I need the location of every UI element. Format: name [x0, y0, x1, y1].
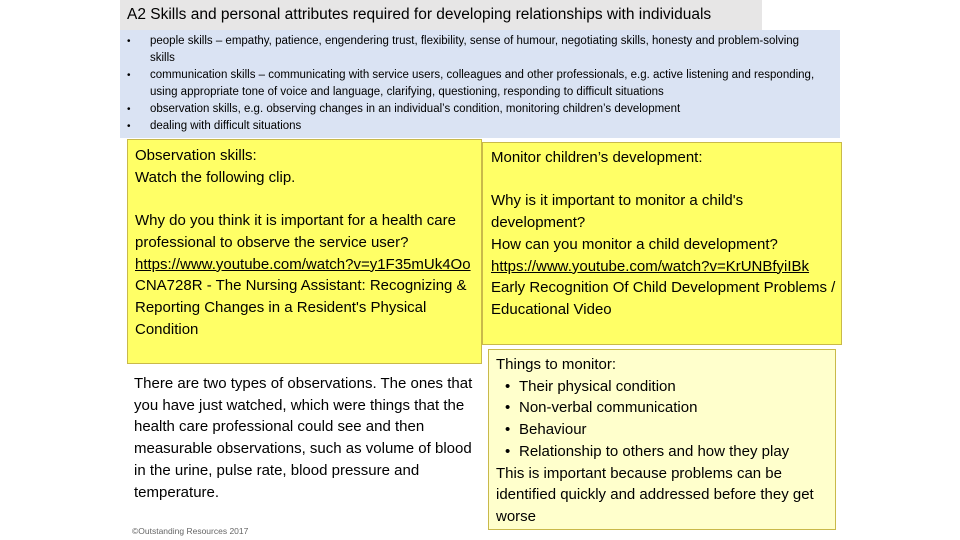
monitor-development-box [482, 142, 842, 345]
observation-clip-title: CNA728R - The Nursing Assistant: Recognizing & Reporting Changes in a Resident's Physical Condition [135, 277, 467, 338]
observation-heading: Observation skills: [135, 147, 257, 164]
things-conclusion: This is important because problems can be identified quickly and addressed before they get worse [496, 464, 814, 525]
observation-types-text: There are two types of observations. The ones that you have just watched, which were things that the health care professional could see and then measurable observations, such as volume of blood in the urine, pulse rate, blood pressure and temperature. [134, 375, 473, 501]
slide-title: A2 Skills and personal attributes required for developing relationships with individuals [127, 6, 712, 23]
things-item-relationship: • Relationship to others and how they play [496, 441, 834, 463]
things-heading: Things to monitor: [496, 356, 617, 373]
skills-list [120, 33, 820, 135]
things-item-physical: • Their physical condition [496, 376, 834, 398]
title-bar [120, 0, 762, 30]
skill-item-difficult-situations: • dealing with difficult situations [120, 118, 820, 135]
monitor-video-link[interactable]: https://www.youtube.com/watch?v=KrUNBfyiIBk [491, 257, 810, 275]
things-to-monitor-box [488, 349, 836, 530]
observation-video-link[interactable]: https://www.youtube.com/watch?v=y1F35mUk4Oo [135, 255, 471, 273]
copyright-footer: ©Outstanding Resources 2017 [132, 526, 249, 536]
monitor-heading: Monitor children’s development: [491, 149, 703, 166]
skill-item-people: • people skills – empathy, patience, engendering trust, flexibility, sense of humour, negotiating skills, honesty and problem-solving skills [120, 33, 820, 67]
monitor-question-how: How can you monitor a child development? [491, 235, 778, 253]
skill-item-communication: • communication skills – communicating with service users, colleagues and other professionals, e.g. active listening and responding, using appropriate tone of voice and language, clarifying, questioning, responding to difficult situations [120, 67, 820, 101]
things-item-behaviour: • Behaviour [496, 419, 834, 441]
things-item-nonverbal: • Non-verbal communication [496, 397, 834, 419]
things-list [496, 376, 834, 463]
observation-question: Why do you think it is important for a health care professional to observe the service user? [135, 212, 456, 251]
spacer [135, 188, 480, 210]
skills-panel [120, 30, 840, 138]
monitor-clip-title: Early Recognition Of Child Development Problems / Educational Video [491, 279, 836, 318]
monitor-question-why: Why is it important to monitor a child's development? [491, 192, 744, 232]
observation-box [127, 139, 482, 364]
skill-item-observation: • observation skills, e.g. observing changes in an individual’s condition, monitoring children’s development [120, 101, 820, 118]
observation-subheading: Watch the following clip. [135, 168, 296, 186]
